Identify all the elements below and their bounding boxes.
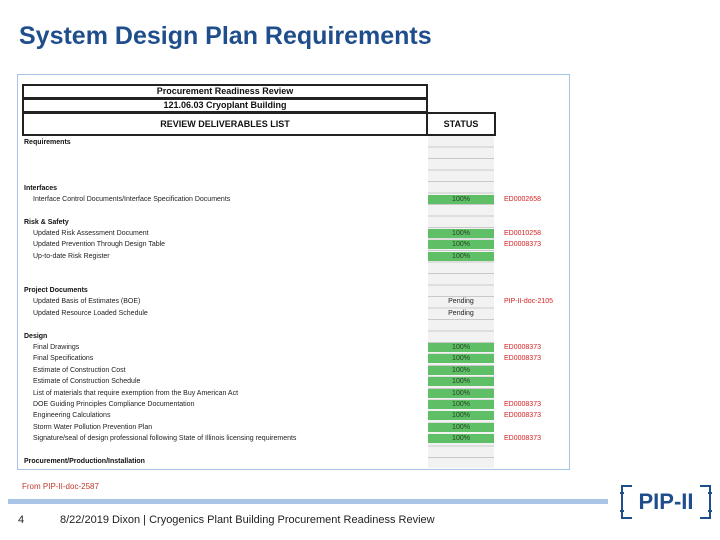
status-cell: 100% [428, 423, 494, 432]
status-cell: 100% [428, 389, 494, 398]
status-cell: 100% [428, 411, 494, 420]
section-requirements: Requirements [24, 139, 71, 146]
item-label: Updated Risk Assessment Document [33, 230, 149, 237]
status-cell: 100% [428, 343, 494, 352]
item-label: List of materials that require exemption from the Buy American Act [33, 390, 239, 397]
status-cell: 100% [428, 400, 494, 409]
review-deliverables-table [17, 74, 570, 470]
item-label: DOE Guiding Principles Compliance Documentation [33, 401, 195, 408]
item-label: Up-to-date Risk Register [33, 253, 110, 260]
doc-reference: ED0002658 [504, 196, 541, 203]
section-project-documents: Project Documents [24, 287, 88, 294]
item-label: Updated Resource Loaded Schedule [33, 310, 148, 317]
status-cell: 100% [428, 229, 494, 238]
item-label: Estimate of Construction Schedule [33, 378, 141, 385]
logo-text: PIP-II [638, 489, 694, 514]
item-label: Estimate of Construction Cost [33, 367, 126, 374]
status-cell: Pending [448, 298, 474, 305]
section-design: Design [24, 333, 48, 340]
doc-reference: ED0008373 [504, 412, 541, 419]
item-label: Interface Control Documents/Interface Specification Documents [33, 196, 231, 203]
item-label: Final Drawings [33, 344, 80, 351]
status-cell: 100% [428, 434, 494, 443]
doc-reference: ED0008373 [504, 344, 541, 351]
deliverables-column-header: REVIEW DELIVERABLES LIST [22, 112, 428, 136]
source-note: From PIP-II-doc-2587 [22, 482, 99, 491]
section-risk-safety: Risk & Safety [24, 219, 69, 226]
footer-bar [8, 499, 608, 504]
page-number: 4 [18, 514, 25, 526]
doc-reference: PIP-II-doc-2105 [504, 298, 554, 305]
status-column-header: STATUS [426, 112, 496, 136]
item-label: Updated Basis of Estimates (BOE) [33, 298, 141, 305]
status-cell: 100% [428, 354, 494, 363]
status-cell: Pending [448, 310, 474, 317]
item-label: Signature/seal of design professional following State of Illinois licensing requirements [33, 435, 297, 442]
status-cell: 100% [428, 195, 494, 204]
doc-reference: ED0008373 [504, 435, 541, 442]
status-cell: 100% [428, 240, 494, 249]
item-label: Updated Prevention Through Design Table [33, 241, 166, 248]
footer-text: 8/22/2019 Dixon | Cryogenics Plant Building Procurement Readiness Review [60, 514, 435, 526]
table-title: Procurement Readiness Review [22, 84, 428, 99]
section-interfaces: Interfaces [24, 185, 58, 192]
doc-reference: ED0008373 [504, 241, 541, 248]
section-procurement: Procurement/Production/Installation [24, 458, 145, 465]
pip-ii-logo [618, 478, 714, 526]
table-subtitle: 121.06.03 Cryoplant Building [22, 98, 428, 113]
doc-reference: ED0010258 [504, 230, 541, 237]
item-label: Engineering Calculations [33, 412, 111, 419]
doc-reference: ED0008373 [504, 401, 541, 408]
doc-reference: ED0008373 [504, 355, 541, 362]
slide-title: System Design Plan Requirements [19, 22, 432, 50]
item-label: Storm Water Pollution Prevention Plan [33, 424, 153, 431]
status-cell: 100% [428, 366, 494, 375]
status-cell: 100% [428, 377, 494, 386]
status-cell: 100% [428, 252, 494, 261]
item-label: Final Specifications [33, 355, 94, 362]
